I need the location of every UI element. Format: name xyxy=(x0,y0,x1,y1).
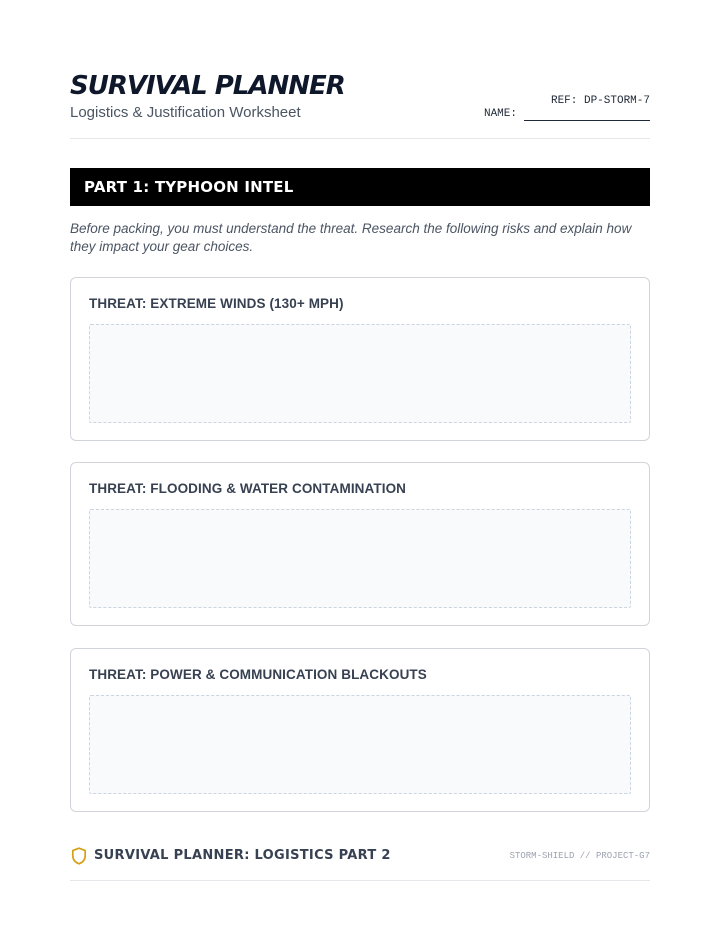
threat-title: THREAT: EXTREME WINDS (130+ MPH) xyxy=(89,296,344,311)
shield-icon xyxy=(71,847,87,865)
name-field xyxy=(484,108,650,121)
page-title: SURVIVAL PLANNER xyxy=(70,71,345,101)
footer-title: SURVIVAL PLANNER: LOGISTICS PART 2 xyxy=(94,848,391,863)
section-intro: Before packing, you must understand the threat. Research the following risks and explain how they impact your gear choices. xyxy=(70,221,632,254)
name-label: NAME: xyxy=(483,108,517,120)
reference-code: REF: DP-STORM-7 xyxy=(550,95,650,107)
threat-card-flooding xyxy=(70,462,650,626)
threat-title: THREAT: FLOODING & WATER CONTAMINATION xyxy=(89,481,407,496)
threat-card-winds xyxy=(70,277,650,441)
page-subtitle: Logistics & Justification Worksheet xyxy=(70,104,301,121)
answer-box[interactable] xyxy=(89,509,631,608)
section-header: PART 1: TYPHOON INTEL xyxy=(70,168,650,206)
answer-box[interactable] xyxy=(89,324,631,423)
name-input-line[interactable] xyxy=(524,109,650,121)
threat-card-blackouts xyxy=(70,648,650,812)
threat-title: THREAT: POWER & COMMUNICATION BLACKOUTS xyxy=(89,667,427,682)
footer-code: STORM-SHIELD // PROJECT-G7 xyxy=(509,851,650,861)
worksheet-header xyxy=(70,68,650,139)
worksheet-page xyxy=(70,0,650,932)
page-footer xyxy=(70,838,650,881)
answer-box[interactable] xyxy=(89,695,631,794)
